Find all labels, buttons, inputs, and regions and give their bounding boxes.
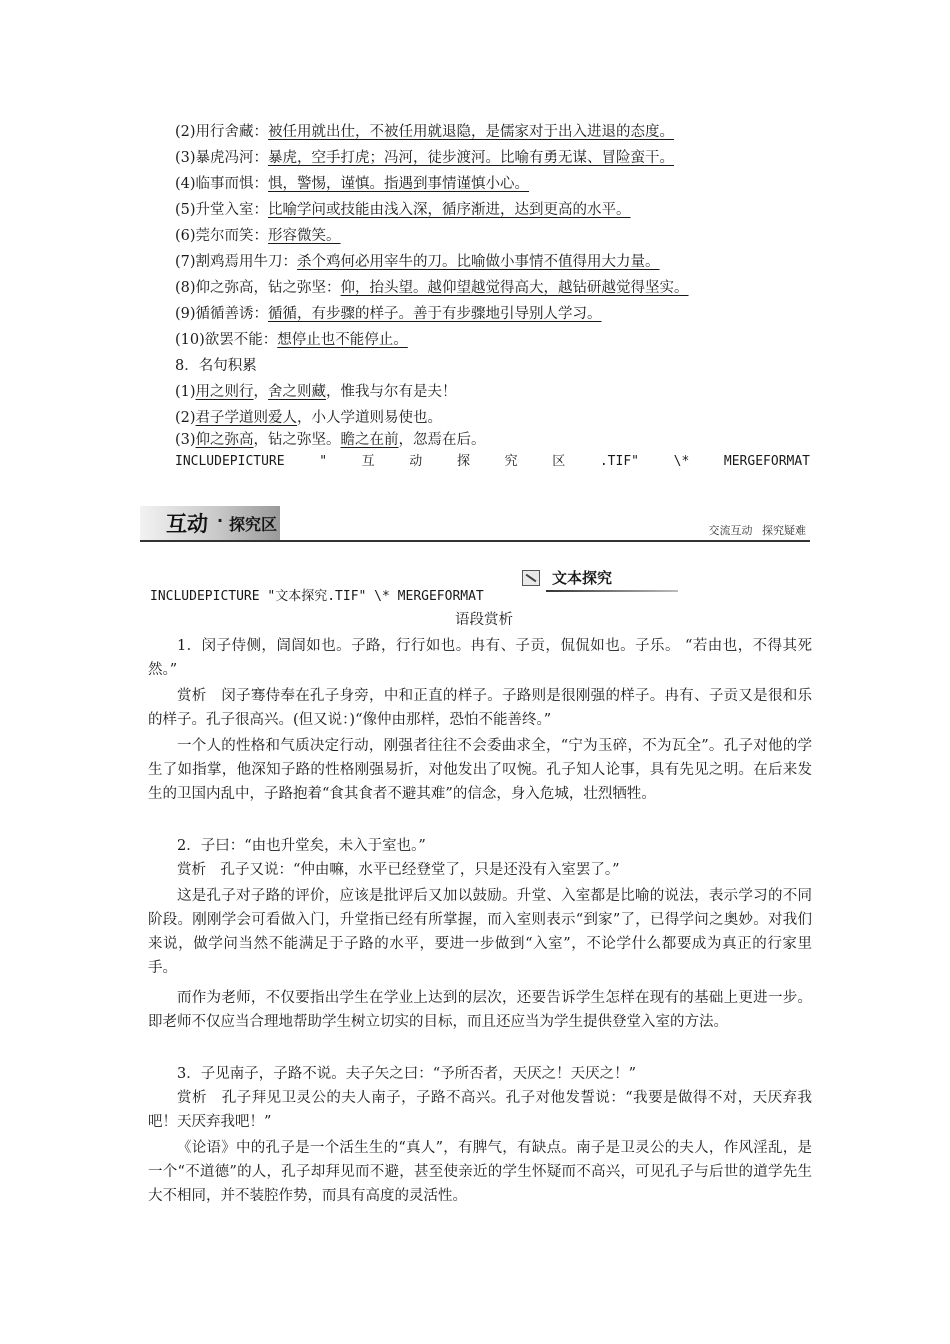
section-banner — [140, 506, 810, 542]
vocab-item: (5)升堂入室：比喻学问或技能由浅入深，循序渐进，达到更高的水平。 — [175, 202, 631, 218]
vocab-definition: 比喻学问或技能由浅入深，循序渐进，达到更高的水平。 — [268, 202, 631, 218]
pencil-box-icon — [522, 570, 540, 586]
vocab-item: (9)循循善诱：循循，有步骤的样子。善于有步骤地引导别人学习。 — [175, 306, 602, 322]
paragraph: 这是孔子对子路的评价，应该是批评后又加以鼓励。升堂、入室都是比喻的说法，表示学习的不同阶段。刚刚学会可看做入门，升堂指已经有所掌握，而入室则表示“到家”了，已得学问之奥妙。对我们来说，做学问当然不能满足于子路的水平，要进一步做到“入室”，不论学什么都要成为真正的行家里手。 — [148, 888, 812, 976]
vocab-definition: 想停止也不能停止。 — [277, 332, 408, 348]
vocab-definition: 循循，有步骤的样子。善于有步骤地引导别人学习。 — [268, 306, 602, 322]
vocab-item: (2)用行舍藏：被任用就出仕，不被任用就退隐，是儒家对于出入进退的态度。 — [175, 124, 675, 140]
paragraph: 赏析 孔子拜见卫灵公的夫人南子，子路不高兴。孔子对他发誓说：“我要是做得不对，天厌弃我吧！天厌弃我吧！” — [148, 1090, 812, 1130]
banner-tagline: 交流互动 探究疑难 — [708, 524, 806, 537]
paragraph: 而作为老师，不仅要指出学生在学业上达到的层次，还要告诉学生怎样在现有的基础上更进一步。即老师不仅应当合理地帮助学生树立切实的目标，而且还应当为学生提供登堂入室的方法。 — [148, 990, 812, 1030]
vocab-item: (7)割鸡焉用牛刀：杀个鸡何必用宰牛的刀。比喻做小事情不值得用大力量。 — [175, 254, 660, 270]
vocab-definition: 暴虎，空手打虎；冯河，徒步渡河。比喻有勇无谋、冒险蛮干。 — [268, 150, 675, 166]
paragraph: 赏析 闵子骞侍奉在孔子身旁，中和正直的样子。子路则是很刚强的样子。冉有、子贡又是很和乐的样子。孔子很高兴。(但又说：)“像仲由那样，恐怕不能善终。” — [148, 688, 812, 728]
vocab-definition: 杀个鸡何必用宰牛的刀。比喻做小事情不值得用大力量。 — [297, 254, 660, 270]
paragraph: 1．闵子侍侧，訚訚如也。子路，行行如也。冉有、子贡，侃侃如也。子乐。 “若由也，不得其死然。” — [148, 638, 812, 678]
vocab-item: (8)仰之弥高，钻之弥坚：仰，抬头望。越仰望越觉得高大，越钻研越觉得坚实。 — [175, 280, 689, 296]
field-code-line-2: INCLUDEPICTURE "文本探究.TIF" \* MERGEFORMAT — [150, 589, 484, 604]
section-underline — [546, 590, 678, 592]
banner-subtitle: 探究区 — [229, 515, 278, 534]
quote-item: (1)用之则行，舍之则藏，惟我与尔有是夫！ — [175, 384, 457, 400]
paragraph: 3．子见南子，子路不说。夫子矢之曰：“予所否者，天厌之！天厌之！” — [177, 1066, 637, 1082]
vocab-item: (3)暴虎冯河：暴虎，空手打虎；冯河，徒步渡河。比喻有勇无谋、冒险蛮干。 — [175, 150, 675, 166]
quote-item: (3)仰之弥高，钻之弥坚。瞻之在前，忽焉在后。 — [175, 432, 486, 448]
vocab-item: (6)莞尔而笑：形容微笑。 — [175, 228, 341, 244]
subheading: 语段赏析 — [455, 612, 513, 628]
paragraph: 2．子曰：“由也升堂矣，未入于室也。” — [177, 838, 426, 854]
vocab-item: (10)欲罢不能：想停止也不能停止。 — [175, 332, 408, 348]
section-title: 文本探究 — [552, 569, 613, 587]
vocab-definition: 惧，警惕，谨慎。指遇到事情谨慎小心。 — [268, 176, 530, 192]
paragraph: 一个人的性格和气质决定行动，刚强者往往不会委曲求全，“宁为玉碎，不为瓦全”。孔子对他的学生了如指掌，他深知子路的性格刚强易折，对他发出了叹惋。孔子知人论事，具有先见之明。在后来发生的卫国内乱中，子路抱着“食其食者不避其难”的信念，身入危城，壮烈牺牲。 — [148, 738, 812, 802]
vocab-definition: 被任用就出仕，不被任用就退隐，是儒家对于出入进退的态度。 — [268, 124, 675, 140]
quotes-heading: 8．名句积累 — [175, 358, 257, 374]
banner-title: 互动 — [166, 512, 208, 536]
vocab-definition: 形容微笑。 — [268, 228, 341, 244]
vocab-definition: 仰，抬头望。越仰望越觉得高大，越钻研越觉得坚实。 — [340, 280, 689, 296]
banner-divider — [140, 540, 810, 542]
paragraph: 赏析 孔子又说：“仲由嘛，水平已经登堂了，只是还没有入室罢了。” — [177, 862, 620, 878]
vocab-item: (4)临事而惧：惧，警惕，谨慎。指遇到事情谨慎小心。 — [175, 176, 530, 192]
quote-item: (2)君子学道则爱人，小人学道则易使也。 — [175, 410, 443, 426]
paragraph: 《论语》中的孔子是一个活生生的“真人”，有脾气，有缺点。南子是卫灵公的夫人，作风淫乱，是一个“不道德”的人，孔子却拜见而不避，甚至使亲近的学生怀疑而不高兴，可见孔子与后世的道学先生大不相同，并不装腔作势，而具有高度的灵活性。 — [148, 1140, 812, 1204]
field-code-line: INCLUDEPICTURE " 互 动 探 究 区 .TIF" \* MERGEFORMAT — [175, 454, 810, 469]
banner-dot: · — [217, 511, 224, 530]
section-heading — [520, 566, 680, 594]
